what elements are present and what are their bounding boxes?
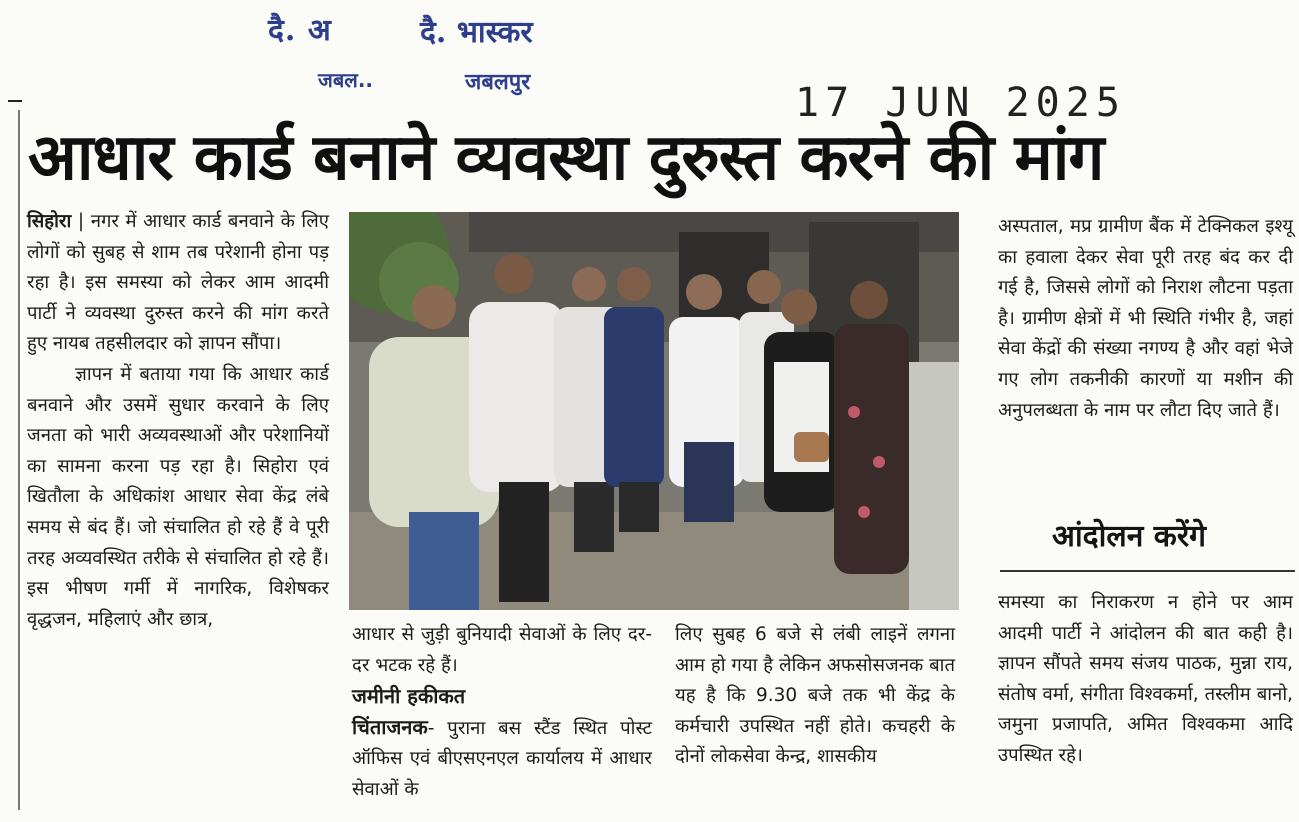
top-rule [8, 100, 22, 102]
column-2-paragraph [352, 712, 652, 806]
date-stamp: 17 JUN 2025 [795, 80, 1126, 126]
article-column-5 [998, 588, 1293, 772]
dateline: सिहोरा [27, 211, 72, 232]
column-5-text: समस्या का निराकरण न होने पर आम आदमी पार्टी ने आंदोलन की बात कही है। ज्ञापन सौंपते समय संजय पाठक, मुन्ना राय, संतोष वर्मा, संगीता विश्वकर्मा, तस्लीम बानो, जमुना प्रजापति, अमित विश्वकमा आदि उपस्थित रहे। [998, 592, 1293, 766]
headline: आधार कार्ड बनाने व्यवस्था दुरुस्त करने की मांग [28, 121, 1104, 195]
edition-city: जबलपुर [465, 70, 531, 95]
group-photo-illustration [349, 212, 959, 610]
masthead-stamp-left: दै. अ [268, 13, 332, 48]
column-3-text: लिए सुबह 6 बजे से लंबी लाइनें लगना आम हो गया है लेकिन अफसोसजनक बात यह है कि 9.30 बजे तक भी केंद्र के कर्मचारी उपस्थित नहीं होते। कचहरी के दोनों लोकसेवा केन्द्र, शासकीय [675, 624, 955, 768]
paragraph-1-text: नगर में आधार कार्ड बनवाने के लिए लोगों को सुबह से शाम तब परेशानी होना पड़ रहा है। इस समस्या को लेकर आम आदमी पार्टी ने व्यवस्था दुरुस्त करने की मांग करते हुए नायब तहसीलदार को ज्ञापन सौंपा। [27, 211, 329, 355]
column-4-text: अस्पताल, मप्र ग्रामीण बैंक में टेक्निकल इश्यू का हवाला देकर सेवा पूरी तरह बंद कर दी गई है, जिससे लोगों को निराश लौटना पड़ता है। ग्रामीण क्षेत्रों में भी स्थिति गंभीर है, जहां सेवा केंद्रों की संख्या नगण्य है और वहां भेजे गए लोग तकनीकी कारणों या मशीन की अनुपलब्धता के नाम पर लौटा दिए जाते हैं। [998, 216, 1293, 421]
article-column-1 [27, 207, 329, 635]
news-photo [349, 212, 959, 610]
column-2-text: आधार से जुड़ी बुनियादी सेवाओं के लिए दर-दर भटक रहे हैं। [352, 624, 652, 676]
article-column-2 [352, 620, 652, 806]
edition-stamp-left: जबल.. [318, 68, 374, 92]
subhead-ground-reality: जमीनी हकीकत [352, 684, 466, 709]
paragraph-1: सिहोरा | नगर में आधार कार्ड बनवाने के लिए लोगों को सुबह से शाम तब परेशानी होना पड़ रहा है। इस समस्या को लेकर आम आदमी पार्टी ने व्यवस्था दुरुस्त करने की मांग करते हुए नायब तहसीलदार को ज्ञापन सौंपा। [27, 211, 329, 355]
subhead-worrying: चिंताजनक [352, 714, 428, 739]
article-column-4 [998, 212, 1293, 426]
column-2-text-2: - पुराना बस स्टैंड स्थित पोस्ट ऑफिस एवं बीएसएनएल कार्यालय में आधार सेवाओं के [352, 717, 652, 800]
article-column-3 [675, 620, 955, 773]
subhead-rule [1000, 570, 1295, 572]
subhead-agitation: आंदोलन करेंगे [1052, 519, 1206, 554]
clipping-edge [18, 110, 20, 810]
paragraph-2: ज्ञापन में बताया गया कि आधार कार्ड बनवाने और उसमें सुधार करवाने के लिए जनता को भारी अव्यवस्थाओं और परेशानियों का सामना करना पड़ रहा है। सिहोरा एवं खितौला के अधिकांश आधार सेवा केंद्र लंबे समय से बंद हैं। जो संचालित हो रहे हैं वे पूरी तरह अव्यवस्थित तरीके से संचालित हो रहे हैं। इस भीषण गर्मी में नागरिक, विशेषकर वृद्धजन, महिलाएं और छात्र, [27, 363, 329, 630]
newspaper-name: दै. भास्कर [420, 15, 533, 50]
